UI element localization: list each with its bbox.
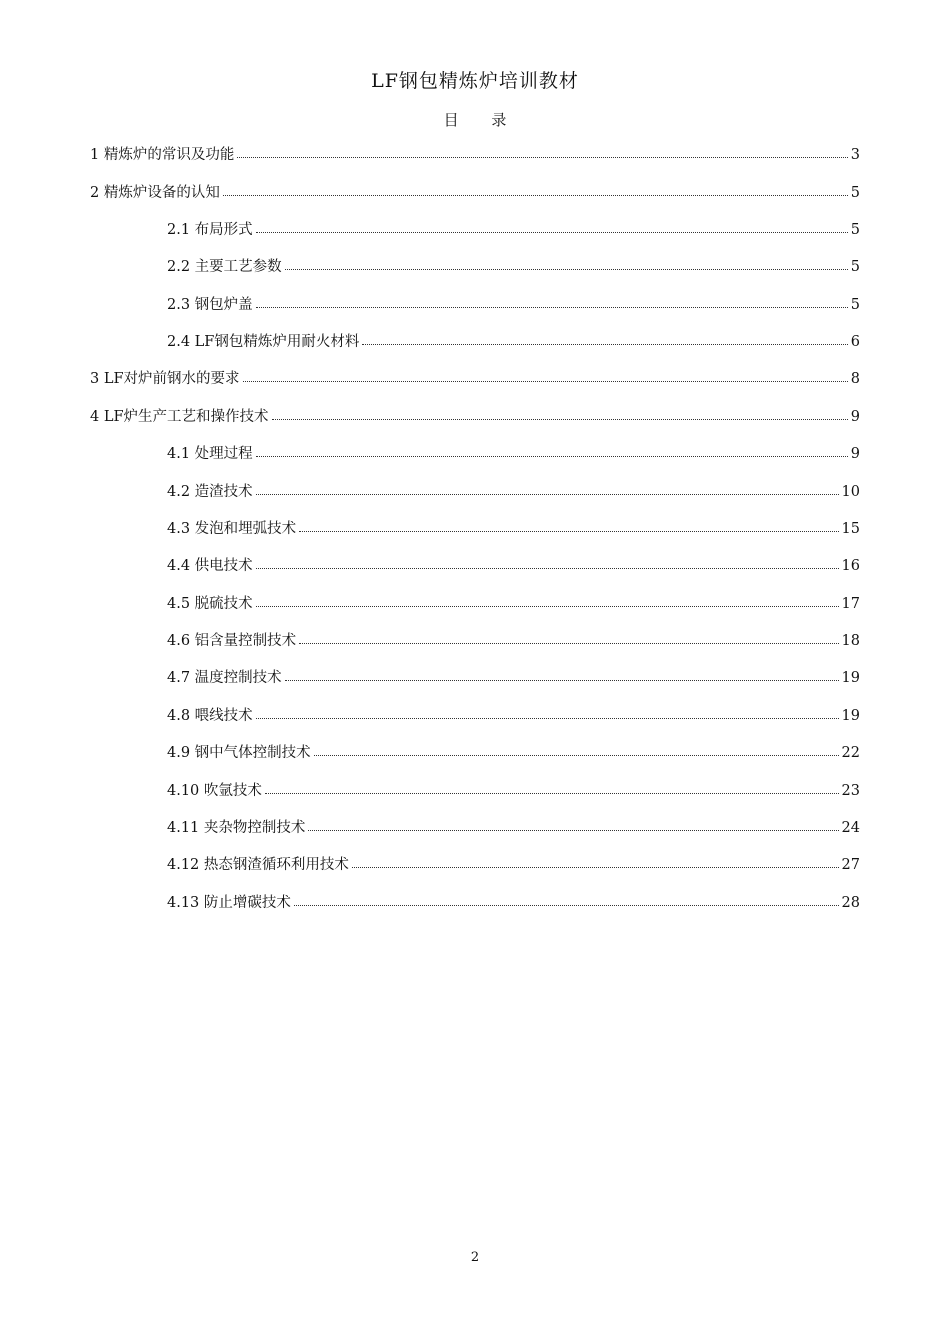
toc-entry[interactable] (167, 630, 860, 652)
toc-entry[interactable] (167, 481, 860, 503)
toc-entry[interactable] (167, 555, 860, 577)
toc-entry-page: 8 (850, 371, 860, 387)
toc-leader-dots (243, 380, 848, 382)
toc-entry-label: 4.12 热态钢渣循环利用技术 (167, 857, 349, 873)
toc-entry[interactable] (90, 182, 860, 204)
toc-entry-page: 10 (841, 484, 860, 500)
toc-entry-label: 4.10 吹氩技术 (167, 783, 262, 799)
toc-entry-label: 3 LF对炉前钢水的要求 (90, 371, 240, 387)
toc-entry-page: 27 (841, 857, 860, 873)
toc-leader-dots (223, 194, 848, 196)
toc-entry-page: 17 (841, 596, 860, 612)
toc-entry-page: 24 (841, 820, 860, 836)
toc-entry-page: 6 (850, 334, 860, 350)
toc-entry[interactable] (167, 518, 860, 540)
toc-entry[interactable] (167, 780, 860, 802)
toc-heading: 目 录 (443, 111, 521, 129)
toc-leader-dots (256, 306, 848, 308)
toc-leader-dots (285, 679, 839, 681)
toc-entry-label: 4.3 发泡和埋弧技术 (167, 521, 297, 537)
toc-entry-label: 1 精炼炉的常识及功能 (90, 147, 235, 163)
toc-entry-page: 9 (850, 409, 860, 425)
toc-entry[interactable] (167, 256, 860, 278)
toc-entry-page: 23 (841, 783, 860, 799)
toc-leader-dots (352, 866, 839, 868)
toc-entry-page: 5 (850, 297, 860, 313)
toc-leader-dots (314, 754, 839, 756)
toc-entry-page: 28 (841, 895, 860, 911)
toc-entry[interactable] (167, 294, 860, 316)
toc-entry[interactable] (167, 817, 860, 839)
toc-entry-page: 9 (850, 446, 860, 462)
toc-leader-dots (299, 642, 838, 644)
toc-entry[interactable] (167, 593, 860, 615)
toc-entry-page: 3 (850, 147, 860, 163)
toc-entry-page: 18 (841, 633, 860, 649)
toc-entry[interactable] (90, 144, 860, 166)
toc-leader-dots (265, 792, 839, 794)
toc-leader-dots (256, 231, 848, 233)
toc-entry-label: 2.3 钢包炉盖 (167, 297, 253, 313)
toc-entry[interactable] (167, 443, 860, 465)
toc-leader-dots (237, 156, 847, 158)
toc-entry-label: 2 精炼炉设备的认知 (90, 185, 220, 201)
toc-entry-label: 4.13 防止增碳技术 (167, 895, 291, 911)
toc-entry-page: 19 (841, 708, 860, 724)
toc-entry-label: 4 LF炉生产工艺和操作技术 (90, 409, 269, 425)
toc-entry-page: 16 (841, 558, 860, 574)
toc-entry-page: 5 (850, 222, 860, 238)
toc-entry-label: 4.8 喂线技术 (167, 708, 253, 724)
toc-entry[interactable] (167, 854, 860, 876)
toc-entry-page: 5 (850, 185, 860, 201)
toc-leader-dots (294, 904, 839, 906)
toc-leader-dots (285, 268, 848, 270)
toc-entry[interactable] (167, 705, 860, 727)
toc-entry-label: 4.6 铝含量控制技术 (167, 633, 297, 649)
toc-leader-dots (362, 343, 847, 345)
toc-entry[interactable] (167, 331, 860, 353)
toc-entry-page: 5 (850, 259, 860, 275)
toc-entry-label: 4.7 温度控制技术 (167, 670, 282, 686)
toc-leader-dots (308, 829, 838, 831)
toc-leader-dots (256, 567, 839, 569)
toc-entry-label: 4.9 钢中气体控制技术 (167, 745, 311, 761)
toc-leader-dots (256, 717, 839, 719)
page-title: LF钢包精炼炉培训教材 (371, 70, 579, 92)
toc-entry-label: 4.4 供电技术 (167, 558, 253, 574)
toc-leader-dots (256, 455, 848, 457)
toc-entry-page: 15 (841, 521, 860, 537)
toc-entry[interactable] (90, 406, 860, 428)
toc-entry-label: 2.2 主要工艺参数 (167, 259, 282, 275)
toc-entry-label: 2.1 布局形式 (167, 222, 253, 238)
toc-entry-label: 2.4 LF钢包精炼炉用耐火材料 (167, 334, 360, 350)
toc-entry[interactable] (167, 667, 860, 689)
toc-entry-page: 22 (841, 745, 860, 761)
toc-entry[interactable] (90, 368, 860, 390)
toc-entry-label: 4.11 夹杂物控制技术 (167, 820, 306, 836)
page-number: 2 (470, 1250, 480, 1265)
toc-entry-label: 4.5 脱硫技术 (167, 596, 253, 612)
toc-entry[interactable] (167, 742, 860, 764)
toc-entry-page: 19 (841, 670, 860, 686)
toc-leader-dots (256, 605, 839, 607)
toc-leader-dots (272, 418, 848, 420)
toc-entry-label: 4.2 造渣技术 (167, 484, 253, 500)
toc-leader-dots (299, 530, 838, 532)
toc-entry[interactable] (167, 219, 860, 241)
toc-leader-dots (256, 493, 839, 495)
toc-entry[interactable] (167, 892, 860, 914)
toc-entry-label: 4.1 处理过程 (167, 446, 253, 462)
